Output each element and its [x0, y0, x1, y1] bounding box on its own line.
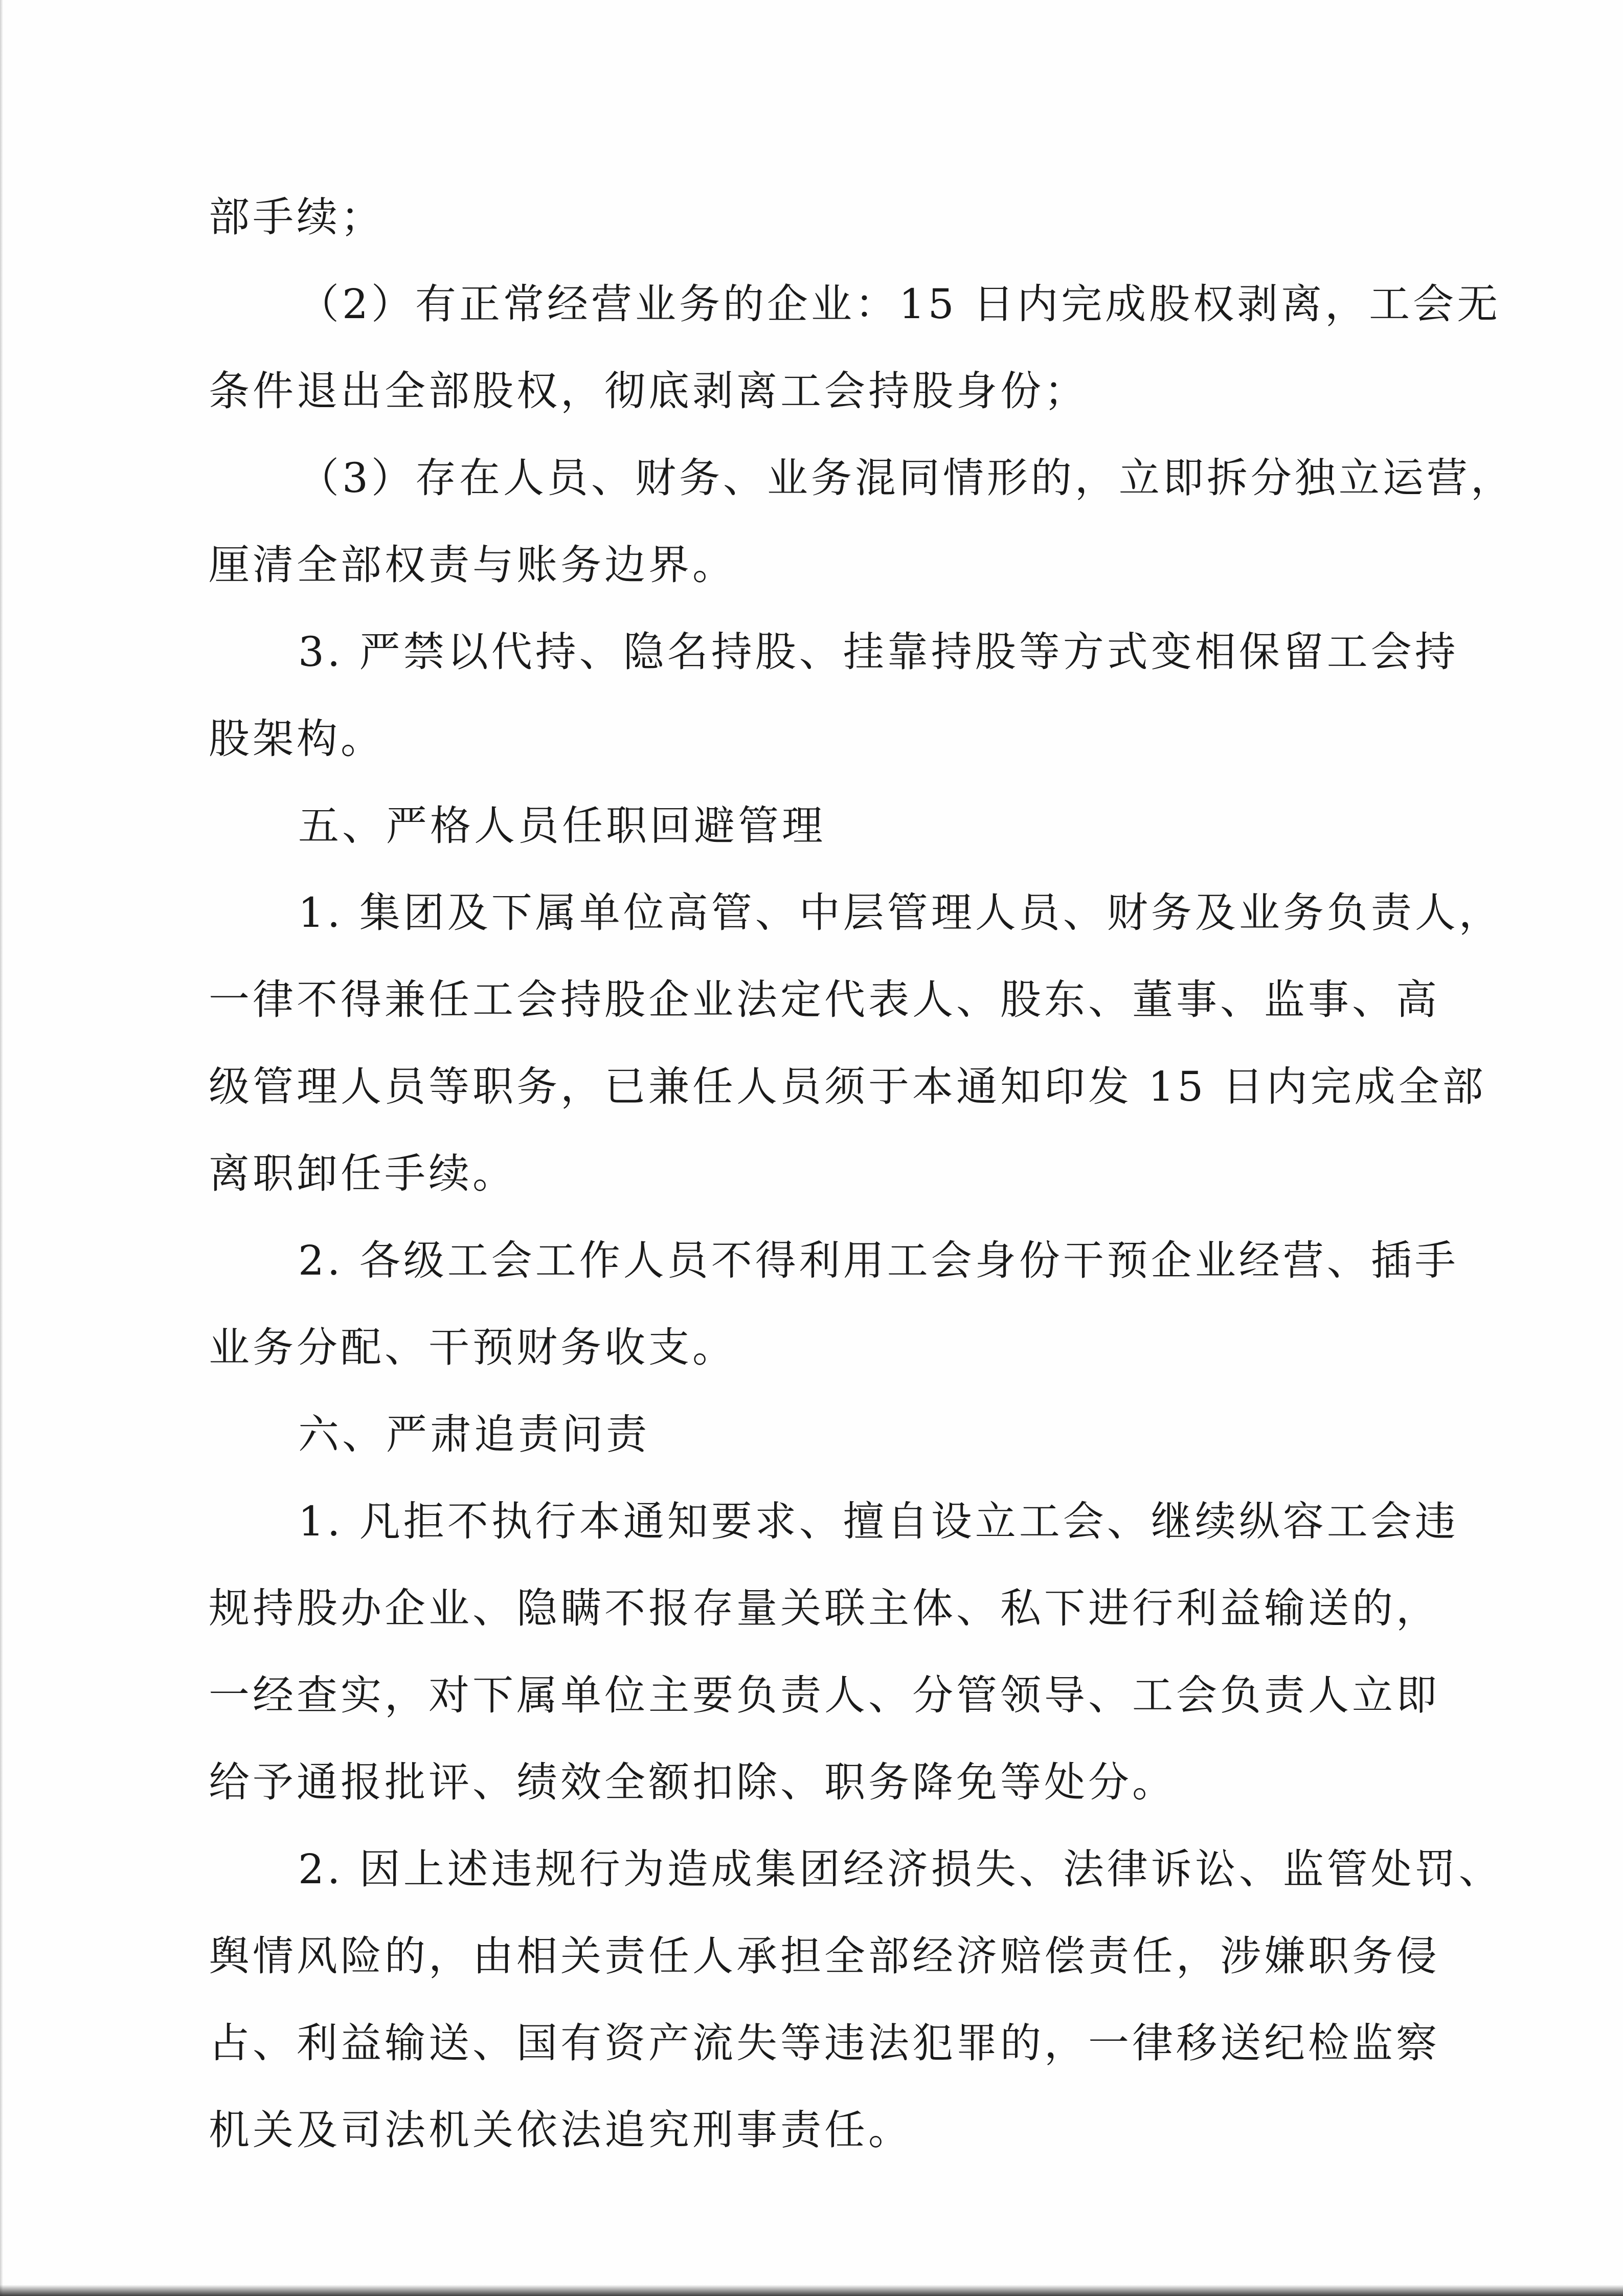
- text-line: 一律不得兼任工会持股企业法定代表人、股东、董事、监事、高: [209, 976, 1440, 1023]
- text-line: 3. 严禁以代持、隐名持股、挂靠持股等方式变相保留工会持: [298, 628, 1459, 676]
- text-line: 厘清全部权责与账务边界。: [209, 541, 736, 589]
- section-heading: 五、严格人员任职回避管理: [298, 802, 826, 850]
- text-line: 股架构。: [209, 715, 385, 763]
- text-line: 机关及司法机关依法追究刑事责任。: [209, 2106, 912, 2154]
- text-line: 舆情风险的，由相关责任人承担全部经济赔偿责任，涉嫌职务侵: [209, 1932, 1440, 1980]
- scan-shadow-bottom: [0, 2285, 1623, 2296]
- section-heading: 六、严肃追责问责: [298, 1411, 650, 1458]
- text-line: 给予通报批评、绩效全额扣除、职务降免等处分。: [209, 1758, 1176, 1806]
- text-line: 级管理人员等职务，已兼任人员须于本通知印发 15 日内完成全部: [209, 1063, 1486, 1110]
- scan-shadow-left: [0, 0, 3, 2296]
- text-line: 2. 因上述违规行为造成集团经济损失、法律诉讼、监管处罚、: [298, 1845, 1503, 1893]
- text-line: 1. 集团及下属单位高管、中层管理人员、财务及业务负责人，: [298, 889, 1503, 937]
- text-line: 1. 凡拒不执行本通知要求、擅自设立工会、继续纵容工会违: [298, 1498, 1459, 1545]
- text-line: （2）有正常经营业务的企业：15 日内完成股权剥离，工会无: [298, 280, 1501, 328]
- text-line: 2. 各级工会工作人员不得利用工会身份干预企业经营、插手: [298, 1237, 1459, 1284]
- text-line: 一经查实，对下属单位主要负责人、分管领导、工会负责人立即: [209, 1671, 1440, 1719]
- text-line: （3）存在人员、财务、业务混同情形的，立即拆分独立运营，: [298, 454, 1515, 502]
- text-line: 部手续；: [209, 193, 385, 241]
- text-line: 业务分配、干预财务收支。: [209, 1324, 736, 1371]
- text-line: 规持股办企业、隐瞒不报存量关联主体、私下进行利益输送的，: [209, 1585, 1440, 1632]
- text-line: 条件退出全部股权，彻底剥离工会持股身份；: [209, 367, 1088, 415]
- text-line: 占、利益输送、国有资产流失等违法犯罪的，一律移送纪检监察: [209, 2019, 1440, 2067]
- text-line: 离职卸任手续。: [209, 1150, 516, 1197]
